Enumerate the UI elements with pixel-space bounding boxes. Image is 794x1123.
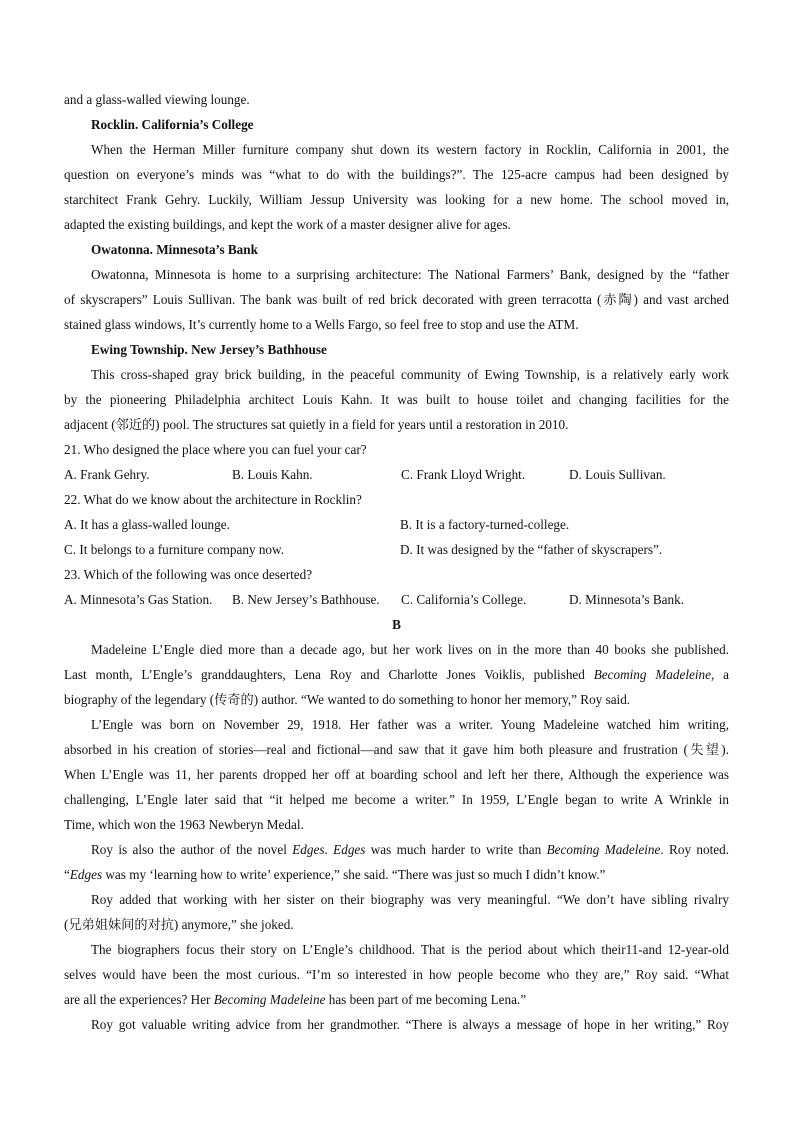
paragraph-line: selves would have been the most curious. “I’m so interested in how people become who they are,” Roy said. “What xyxy=(64,967,729,982)
ewing-heading: Ewing Township. New Jersey’s Bathhouse xyxy=(91,342,327,357)
option-c: C. It belongs to a furniture company now. xyxy=(64,542,284,557)
question-options xyxy=(64,537,729,562)
option-d: D. Minnesota’s Bank. xyxy=(569,592,685,607)
book-title: Edges xyxy=(333,842,366,857)
option-d: D. It was designed by the “father of skyscrapers”. xyxy=(400,542,663,557)
question-stem: 21. Who designed the place where you can fuel your car? xyxy=(64,442,367,457)
text-run: was much harder to write than xyxy=(365,842,547,857)
option-b: B. New Jersey’s Bathhouse. xyxy=(232,592,380,607)
paragraph-line xyxy=(64,987,729,1012)
ewing-paragraph xyxy=(64,362,729,437)
text-run: , a xyxy=(710,667,729,682)
option-b: B. It is a factory-turned-college. xyxy=(400,517,570,532)
paragraph-line: (兄弟姐妹间的对抗) anymore,” she joked. xyxy=(64,917,294,932)
paragraph-line: biography of the legendary (传奇的) author. “We wanted to do something to honor her memory,” Roy said. xyxy=(64,692,631,707)
passage-a-intro-tail: and a glass-walled viewing lounge. xyxy=(64,92,250,107)
book-title: Becoming Madeleine xyxy=(546,842,661,857)
text-run: “ xyxy=(64,867,70,882)
paragraph-line: by the pioneering Philadelphia architect Louis Kahn. It was built to house toilet and changing facilities for the xyxy=(64,392,729,407)
rocklin-heading: Rocklin. California’s College xyxy=(91,117,254,132)
book-title: Edges xyxy=(292,842,325,857)
text-run: . Roy noted. xyxy=(660,842,729,857)
question-22 xyxy=(64,487,729,562)
paragraph-line xyxy=(64,862,729,887)
paragraph-line: adapted the existing buildings, and kept the work of a master designer alive for ages. xyxy=(64,217,511,232)
question-23 xyxy=(64,562,729,612)
paragraph-line: Madeleine L’Engle died more than a decade ago, but her work lives on in the more than 40 books she published. xyxy=(91,642,729,657)
option-a: A. Frank Gehry. xyxy=(64,467,150,482)
paragraph-line: When L’Engle was 11, her parents dropped her off at boarding school and left her there, Although the experience was xyxy=(64,767,729,782)
paragraph-line: Roy got valuable writing advice from her grandmother. “There is always a message of hope in her writing,” Roy xyxy=(91,1017,729,1032)
paragraph-line: adjacent (邻近的) pool. The structures sat quietly in a field for years until a restoration in 2010. xyxy=(64,417,569,432)
paragraph-line: challenging, L’Engle later said that “it helped me become a writer.” In 1959, L’Engle began to write A Wrinkle in xyxy=(64,792,729,807)
paragraph-line: question on everyone’s minds was “what to do with the buildings?”. The 125-acre campus had been designed by xyxy=(64,167,729,182)
option-a: A. Minnesota’s Gas Station. xyxy=(64,592,213,607)
paragraph-line: The biographers focus their story on L’Engle’s childhood. That is the period about which their11-and 12-year-old xyxy=(91,942,729,957)
document-page xyxy=(64,87,729,1037)
text-run: Last month, L’Engle’s granddaughters, Lena Roy and Charlotte Jones Voiklis, published xyxy=(64,667,594,682)
passage-b-paragraph-6 xyxy=(64,1012,729,1037)
owatonna-paragraph xyxy=(64,262,729,337)
text-run: . xyxy=(324,842,334,857)
paragraph-line: Owatonna, Minnesota is home to a surprising architecture: The National Farmers’ Bank, designed by the “father xyxy=(91,267,729,282)
question-21 xyxy=(64,437,729,487)
option-a: A. It has a glass-walled lounge. xyxy=(64,517,230,532)
passage-b-paragraph-1 xyxy=(64,637,729,712)
paragraph-line: of skyscrapers” Louis Sullivan. The bank was built of red brick decorated with green terracotta (赤陶) and vast arched xyxy=(64,292,729,307)
paragraph-line: L’Engle was born on November 29, 1918. Her father was a writer. Young Madeleine watched him writing, xyxy=(91,717,729,732)
option-c: C. Frank Lloyd Wright. xyxy=(401,467,526,482)
question-options xyxy=(64,587,729,612)
question-options xyxy=(64,462,729,487)
owatonna-heading: Owatonna. Minnesota’s Bank xyxy=(91,242,258,257)
option-b: B. Louis Kahn. xyxy=(232,467,313,482)
paragraph-line xyxy=(64,837,729,862)
paragraph-line xyxy=(64,662,729,687)
paragraph-line: starchitect Frank Gehry. Luckily, William Jessup University was looking for a new home. The school moved in, xyxy=(64,192,729,207)
paragraph-line: When the Herman Miller furniture company shut down its western factory in Rocklin, California in 2001, the xyxy=(91,142,729,157)
option-c: C. California’s College. xyxy=(401,592,527,607)
question-options xyxy=(64,512,729,537)
passage-b-label: B xyxy=(392,617,401,632)
paragraph-line: Roy added that working with her sister on their biography was very meaningful. “We don’t have sibling rivalry xyxy=(91,892,729,907)
question-stem: 22. What do we know about the architecture in Rocklin? xyxy=(64,492,362,507)
passage-b-paragraph-5 xyxy=(64,937,729,1012)
text-run: Roy is also the author of the novel xyxy=(91,842,293,857)
paragraph-line: This cross-shaped gray brick building, in the peaceful community of Ewing Township, is a relatively early work xyxy=(91,367,729,382)
paragraph-line: stained glass windows, It’s currently home to a Wells Fargo, so feel free to stop and use the ATM. xyxy=(64,317,579,332)
passage-b-paragraph-3 xyxy=(64,837,729,887)
book-title: Becoming Madeleine xyxy=(213,992,326,1007)
text-run: has been part of me becoming Lena.” xyxy=(325,992,527,1007)
text-run: are all the experiences? Her xyxy=(64,992,214,1007)
book-title: Edges xyxy=(69,867,103,882)
question-stem: 23. Which of the following was once deserted? xyxy=(64,567,313,582)
book-title: Becoming Madeleine xyxy=(593,667,711,682)
option-d: D. Louis Sullivan. xyxy=(569,467,666,482)
paragraph-line: Time, which won the 1963 Newberyn Medal. xyxy=(64,817,304,832)
passage-b-paragraph-2 xyxy=(64,712,729,837)
passage-b-paragraph-4 xyxy=(64,887,729,937)
rocklin-paragraph xyxy=(64,137,729,237)
text-run: was my ‘learning how to write’ experience,” she said. “There was just so much I didn’t know.” xyxy=(102,867,606,882)
paragraph-line: absorbed in his creation of stories—real and fictional—and saw that it gave him both pleasure and frustration (失望). xyxy=(64,742,729,757)
